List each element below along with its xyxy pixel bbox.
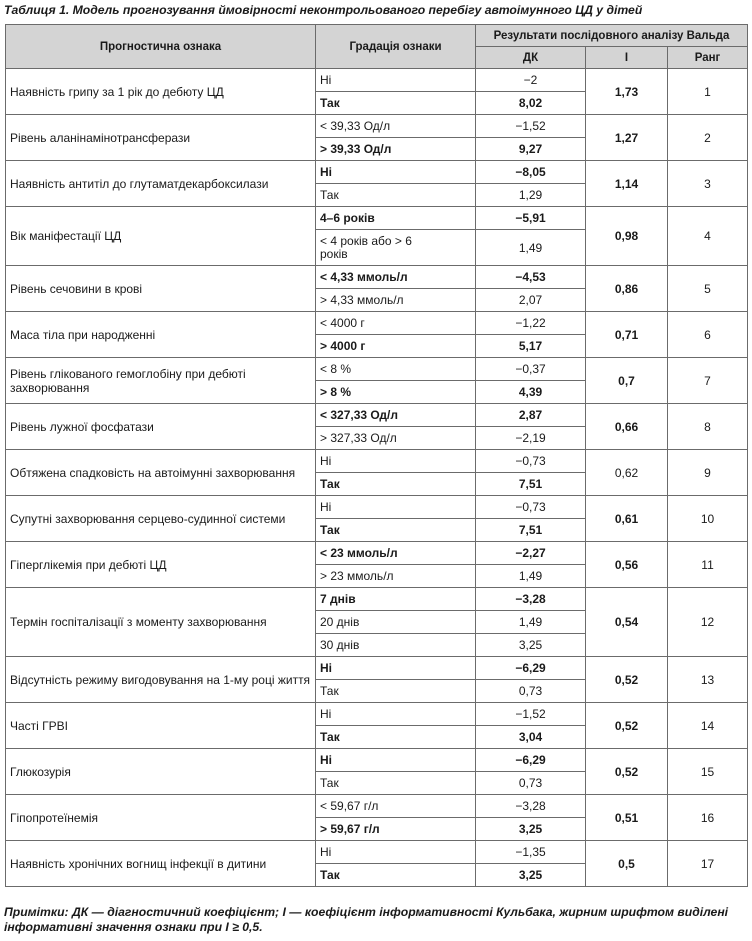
cell-gradation: Так <box>316 184 476 207</box>
table-body <box>6 69 748 887</box>
cell-rank: 3 <box>668 161 748 207</box>
cell-gradation: Так <box>316 92 476 115</box>
cell-sign: Обтяжена спадковість на автоімунні захворювання <box>6 450 316 496</box>
cell-gradation: > 59,67 г/л <box>316 818 476 841</box>
cell-gradation: < 59,67 г/л <box>316 795 476 818</box>
cell-sign: Наявність хронічних вогнищ інфекції в дитини <box>6 841 316 887</box>
cell-informativeness: 1,73 <box>586 69 668 115</box>
table-row <box>6 358 748 381</box>
cell-sign: Вік маніфестації ЦД <box>6 207 316 266</box>
cell-gradation: Ні <box>316 657 476 680</box>
cell-rank: 14 <box>668 703 748 749</box>
cell-gradation: 20 днів <box>316 611 476 634</box>
cell-gradation: Ні <box>316 450 476 473</box>
header-dk: ДК <box>476 47 586 69</box>
cell-gradation: > 8 % <box>316 381 476 404</box>
cell-rank: 6 <box>668 312 748 358</box>
cell-dk: 1,49 <box>476 565 586 588</box>
cell-sign: Наявність грипу за 1 рік до дебюту ЦД <box>6 69 316 115</box>
cell-rank: 11 <box>668 542 748 588</box>
cell-sign: Гіперглікемія при дебюті ЦД <box>6 542 316 588</box>
cell-rank: 17 <box>668 841 748 887</box>
table-footnote: Примітки: ДК — діагностичний коефіцієнт; I — коефіцієнт інформативності Кульбака, жирним шрифтом виділені інформативні значення ознаки при I ≥ 0,5. <box>4 905 729 934</box>
cell-gradation: < 4,33 ммоль/л <box>316 266 476 289</box>
cell-sign: Відсутність режиму вигодовування на 1-му році життя <box>6 657 316 703</box>
cell-informativeness: 0,5 <box>586 841 668 887</box>
cell-gradation: 4–6 років <box>316 207 476 230</box>
cell-dk: −3,28 <box>476 795 586 818</box>
cell-gradation: Так <box>316 680 476 703</box>
cell-dk: 3,25 <box>476 818 586 841</box>
cell-dk: −2,27 <box>476 542 586 565</box>
cell-dk: −3,28 <box>476 588 586 611</box>
cell-dk: 3,04 <box>476 726 586 749</box>
header-i: I <box>586 47 668 69</box>
cell-dk: 1,49 <box>476 611 586 634</box>
cell-gradation: > 23 ммоль/л <box>316 565 476 588</box>
cell-informativeness: 0,66 <box>586 404 668 450</box>
cell-informativeness: 0,71 <box>586 312 668 358</box>
cell-dk: 7,51 <box>476 473 586 496</box>
cell-dk: −4,53 <box>476 266 586 289</box>
cell-sign: Термін госпіталізації з моменту захворювання <box>6 588 316 657</box>
cell-gradation: Ні <box>316 749 476 772</box>
table-row <box>6 161 748 184</box>
wald-analysis-table <box>5 24 748 887</box>
cell-informativeness: 0,51 <box>586 795 668 841</box>
cell-gradation: Так <box>316 473 476 496</box>
cell-informativeness: 0,86 <box>586 266 668 312</box>
header-sign: Прогностична ознака <box>6 25 316 69</box>
table-row <box>6 542 748 565</box>
cell-gradation: < 8 % <box>316 358 476 381</box>
cell-informativeness: 0,56 <box>586 542 668 588</box>
cell-informativeness: 0,62 <box>586 450 668 496</box>
cell-gradation: > 39,33 Од/л <box>316 138 476 161</box>
cell-gradation: > 4,33 ммоль/л <box>316 289 476 312</box>
cell-gradation: < 327,33 Од/л <box>316 404 476 427</box>
cell-dk: 1,49 <box>476 230 586 266</box>
cell-dk: −6,29 <box>476 749 586 772</box>
cell-gradation: Ні <box>316 69 476 92</box>
cell-dk: −0,73 <box>476 496 586 519</box>
cell-gradation: Так <box>316 726 476 749</box>
cell-dk: 5,17 <box>476 335 586 358</box>
cell-dk: −2 <box>476 69 586 92</box>
cell-gradation: 30 днів <box>316 634 476 657</box>
cell-dk: 8,02 <box>476 92 586 115</box>
cell-dk: 9,27 <box>476 138 586 161</box>
cell-rank: 5 <box>668 266 748 312</box>
cell-informativeness: 1,27 <box>586 115 668 161</box>
table-caption: Таблиця 1. Модель прогнозування ймовірності неконтрольованого перебігу автоімунного ЦД у дітей <box>4 3 643 17</box>
table-row <box>6 749 748 772</box>
cell-dk: 7,51 <box>476 519 586 542</box>
table-row <box>6 312 748 335</box>
cell-informativeness: 0,52 <box>586 657 668 703</box>
cell-dk: 2,87 <box>476 404 586 427</box>
table-row <box>6 703 748 726</box>
table-row <box>6 115 748 138</box>
table-row <box>6 266 748 289</box>
cell-dk: −6,29 <box>476 657 586 680</box>
cell-dk: 4,39 <box>476 381 586 404</box>
cell-rank: 7 <box>668 358 748 404</box>
cell-gradation: Ні <box>316 841 476 864</box>
cell-sign: Маса тіла при народженні <box>6 312 316 358</box>
table-row <box>6 404 748 427</box>
cell-gradation: Ні <box>316 496 476 519</box>
cell-sign: Наявність антитіл до глутаматдекарбоксилази <box>6 161 316 207</box>
cell-sign: Глюкозурія <box>6 749 316 795</box>
cell-dk: −1,52 <box>476 703 586 726</box>
cell-dk: −1,52 <box>476 115 586 138</box>
header-gradation: Градація ознаки <box>316 25 476 69</box>
cell-sign: Супутні захворювання серцево-судинної системи <box>6 496 316 542</box>
cell-rank: 1 <box>668 69 748 115</box>
cell-sign: Часті ГРВІ <box>6 703 316 749</box>
cell-gradation: Так <box>316 519 476 542</box>
cell-dk: 1,29 <box>476 184 586 207</box>
table-row <box>6 450 748 473</box>
cell-informativeness: 1,14 <box>586 161 668 207</box>
cell-gradation: 7 днів <box>316 588 476 611</box>
cell-gradation: > 327,33 Од/л <box>316 427 476 450</box>
cell-gradation: Ні <box>316 703 476 726</box>
cell-gradation: Ні <box>316 161 476 184</box>
table-row <box>6 841 748 864</box>
cell-dk: −1,22 <box>476 312 586 335</box>
cell-dk: −0,73 <box>476 450 586 473</box>
cell-rank: 10 <box>668 496 748 542</box>
cell-sign: Рівень глікованого гемоглобіну при дебюті захворювання <box>6 358 316 404</box>
cell-dk: −2,19 <box>476 427 586 450</box>
cell-informativeness: 0,52 <box>586 749 668 795</box>
cell-gradation: < 23 ммоль/л <box>316 542 476 565</box>
cell-sign: Рівень аланінамінотрансферази <box>6 115 316 161</box>
cell-gradation: Так <box>316 864 476 887</box>
cell-dk: −5,91 <box>476 207 586 230</box>
cell-gradation: < 4000 г <box>316 312 476 335</box>
cell-sign: Рівень лужної фосфатази <box>6 404 316 450</box>
table-row <box>6 657 748 680</box>
cell-rank: 2 <box>668 115 748 161</box>
cell-gradation: Так <box>316 772 476 795</box>
cell-rank: 9 <box>668 450 748 496</box>
cell-dk: −1,35 <box>476 841 586 864</box>
cell-rank: 13 <box>668 657 748 703</box>
cell-rank: 4 <box>668 207 748 266</box>
cell-dk: 0,73 <box>476 772 586 795</box>
cell-informativeness: 0,54 <box>586 588 668 657</box>
cell-informativeness: 0,61 <box>586 496 668 542</box>
cell-sign: Рівень сечовини в крові <box>6 266 316 312</box>
header-wald: Результати послідовного аналізу Вальда <box>476 25 748 47</box>
cell-gradation: > 4000 г <box>316 335 476 358</box>
cell-informativeness: 0,52 <box>586 703 668 749</box>
cell-gradation: < 39,33 Од/л <box>316 115 476 138</box>
cell-dk: 3,25 <box>476 864 586 887</box>
cell-rank: 15 <box>668 749 748 795</box>
cell-dk: −8,05 <box>476 161 586 184</box>
header-rank: Ранг <box>668 47 748 69</box>
table-row <box>6 207 748 230</box>
cell-rank: 8 <box>668 404 748 450</box>
cell-rank: 12 <box>668 588 748 657</box>
table-row <box>6 69 748 92</box>
cell-dk: −0,37 <box>476 358 586 381</box>
cell-dk: 0,73 <box>476 680 586 703</box>
cell-sign: Гіпопротеїнемія <box>6 795 316 841</box>
cell-dk: 2,07 <box>476 289 586 312</box>
table-row <box>6 588 748 611</box>
table-row <box>6 496 748 519</box>
cell-informativeness: 0,7 <box>586 358 668 404</box>
table-row <box>6 795 748 818</box>
cell-rank: 16 <box>668 795 748 841</box>
cell-gradation: < 4 років або > 6 років <box>316 230 476 266</box>
cell-informativeness: 0,98 <box>586 207 668 266</box>
cell-dk: 3,25 <box>476 634 586 657</box>
